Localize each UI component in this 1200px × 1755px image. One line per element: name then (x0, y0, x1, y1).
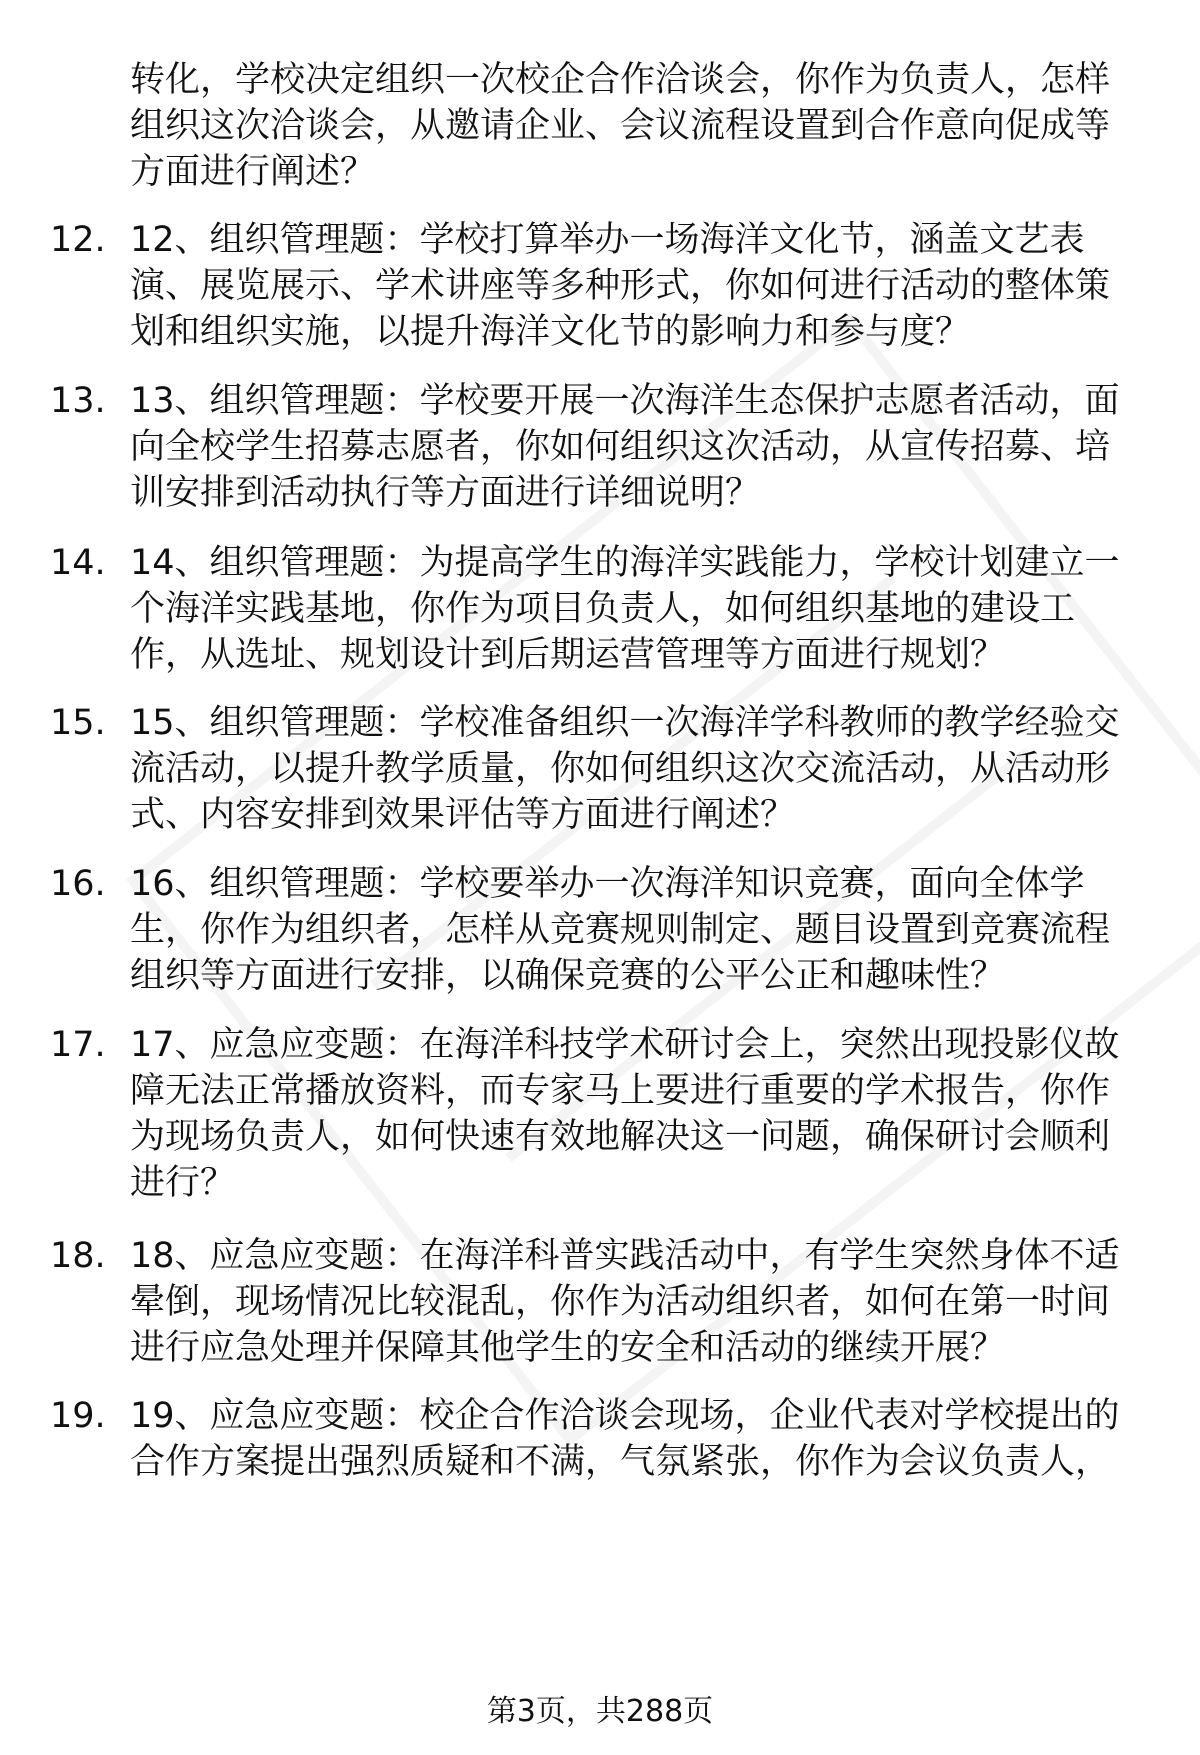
item-number: 12. (50, 220, 106, 260)
item-number: 19. (50, 1396, 106, 1436)
continued-paragraph: 转化，学校决定组织一次校企合作洽谈会，你作为负责人，怎样组织这次洽谈会，从邀请企业、会议流程设置到合作意向促成等方面进行阐述？ (130, 60, 1111, 192)
item-number: 14. (50, 543, 106, 583)
question-text: 19、应急应变题：校企合作洽谈会现场，企业代表对学校提出的合作方案提出强烈质疑和不满，气氛紧张，你作为会议负责人， (130, 1396, 1120, 1482)
question-text: 12、组织管理题：学校打算举办一场海洋文化节，涵盖文艺表演、展览展示、学术讲座等多种形式，你如何进行活动的整体策划和组织实施，以提升海洋文化节的影响力和参与度？ (130, 220, 1111, 352)
question-text: 18、应急应变题：在海洋科普实践活动中，有学生突然身体不适晕倒，现场情况比较混乱，你作为活动组织者，如何在第一时间进行应急处理并保障其他学生的安全和活动的继续开展？ (130, 1236, 1120, 1368)
item-number: 16. (50, 864, 106, 904)
question-text: 16、组织管理题：学校要举办一次海洋知识竞赛，面向全体学生，你作为组织者，怎样从竞赛规则制定、题目设置到竞赛流程组织等方面进行安排，以确保竞赛的公平公正和趣味性？ (130, 864, 1111, 996)
item-number: 17. (50, 1025, 106, 1065)
question-text: 13、组织管理题：学校要开展一次海洋生态保护志愿者活动，面向全校学生招募志愿者，你如何组织这次活动，从宣传招募、培训安排到活动执行等方面进行详细说明？ (130, 381, 1120, 513)
item-number: 18. (50, 1236, 106, 1276)
item-number: 13. (50, 381, 106, 421)
question-text: 17、应急应变题：在海洋科技学术研讨会上，突然出现投影仪故障无法正常播放资料，而专家马上要进行重要的学术报告，你作为现场负责人，如何快速有效地解决这一问题，确保研讨会顺利进行？ (130, 1025, 1120, 1203)
question-text: 14、组织管理题：为提高学生的海洋实践能力，学校计划建立一个海洋实践基地，你作为项目负责人，如何组织基地的建设工作，从选址、规划设计到后期运营管理等方面进行规划？ (130, 543, 1120, 675)
page-footer: 第3页，共288页 (486, 1694, 714, 1729)
question-text: 15、组织管理题：学校准备组织一次海洋学科教师的教学经验交流活动，以提升教学质量，你如何组织这次交流活动，从活动形式、内容安排到效果评估等方面进行阐述？ (130, 703, 1120, 835)
item-number: 15. (50, 703, 106, 743)
